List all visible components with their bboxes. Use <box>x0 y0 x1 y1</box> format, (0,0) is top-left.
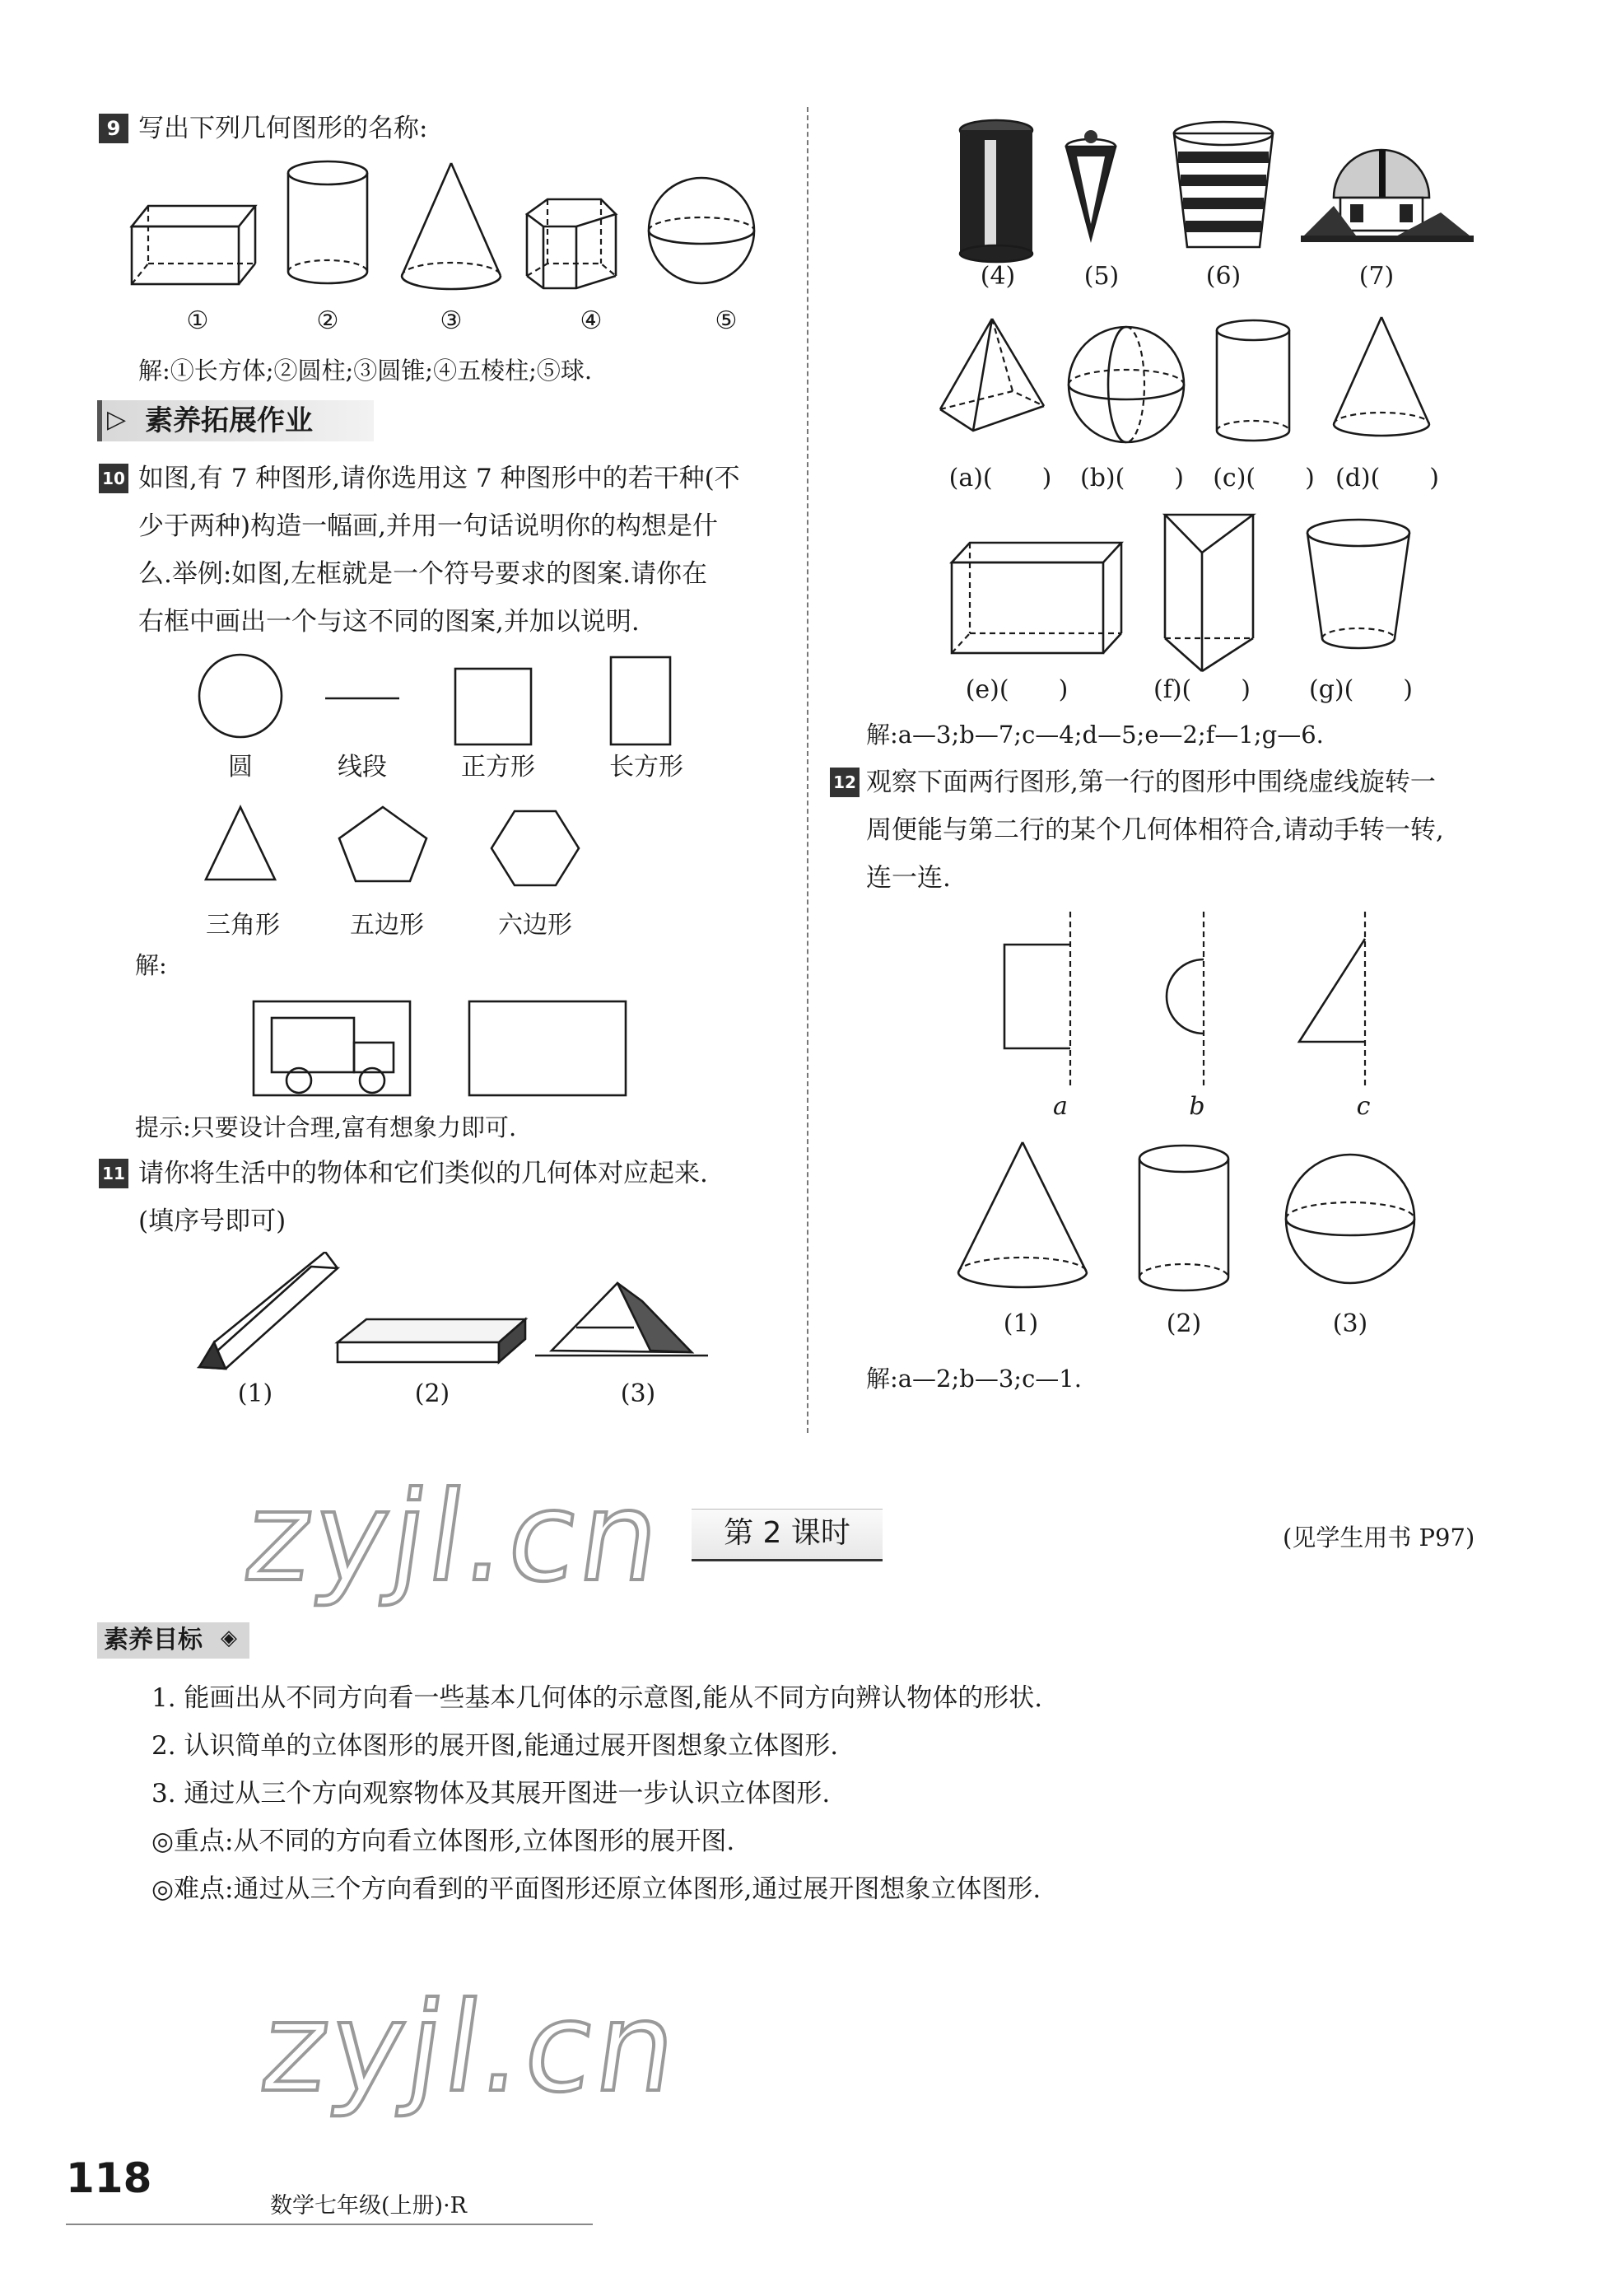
frustum-solid <box>1307 520 1409 648</box>
circle-shape <box>199 655 282 737</box>
book-title: 数学七年级(上册)·R <box>270 2193 467 2219</box>
rectangle-shape <box>611 657 670 744</box>
right-frame <box>469 1001 626 1095</box>
triangular-prism-solid <box>1165 515 1253 671</box>
q10-number: 10 <box>99 464 128 493</box>
column-divider <box>807 107 808 1433</box>
q12-line-3: 连一连. <box>866 863 951 893</box>
q11-question: 请你将生活中的物体和它们类似的几何体对应起来. <box>138 1159 708 1188</box>
goals-arrow-icon: ◈ <box>221 1626 237 1650</box>
goal-difficulty: ◎难点:通过从三个方向看到的平面图形还原立体图形,通过展开图想象立体图形. <box>151 1874 1041 1904</box>
triangular-ruler-object <box>199 1252 338 1369</box>
solid-label-2: (2) <box>1166 1309 1202 1338</box>
solid-label-f: (f)( ) <box>1153 675 1251 704</box>
q9-question: 写出下列几何图形的名称: <box>138 114 428 143</box>
solid-label-b: (b)( ) <box>1079 464 1185 492</box>
cylinder-figure <box>288 161 367 283</box>
sphere-solid <box>1069 327 1184 442</box>
q11-objects-right <box>947 115 1482 264</box>
label-circle: 圆 <box>228 753 253 782</box>
truck-drawing <box>272 1018 394 1093</box>
q12-answer: 解:a—2;b—3;c—1. <box>866 1365 1082 1393</box>
q11-answer: 解:a—3;b—7;c—4;d—5;e—2;f—1;g—6. <box>866 721 1324 749</box>
label-triangle: 三角形 <box>206 911 280 940</box>
semicircle-figure-b <box>1167 912 1204 1087</box>
rectangle-figure-a <box>1004 912 1070 1087</box>
cup-object <box>1174 122 1273 247</box>
goals-title: 素养目标 <box>104 1626 203 1654</box>
q12-number: 12 <box>830 768 860 797</box>
object-label-5: (5) <box>1083 262 1120 291</box>
q9-label-1: ① <box>186 306 209 335</box>
pentagonal-prism-figure <box>527 199 616 288</box>
q10-solve: 解: <box>135 951 167 979</box>
observatory-object <box>1301 150 1474 242</box>
object-label-2: (2) <box>414 1379 450 1408</box>
q12-solids <box>947 1132 1441 1305</box>
q10-line-2: 少于两种)构造一幅画,并用一句话说明你的构想是什 <box>138 511 718 541</box>
q9-label-5: ⑤ <box>715 306 738 335</box>
object-label-7: (7) <box>1358 262 1395 291</box>
ice-cream-cone-object <box>1066 130 1116 239</box>
q10-line-1: 如图,有 7 种图形,请你选用这 7 种图形中的若干种(不 <box>138 464 740 493</box>
triangle-shape <box>206 807 275 880</box>
section-title: 素养拓展作业 <box>145 404 313 437</box>
footer-rule <box>66 2224 593 2225</box>
solid-label-a: (a)( ) <box>948 464 1052 492</box>
hexagon-shape <box>492 811 579 885</box>
solid-label-c: (c)( ) <box>1213 464 1315 492</box>
goal-item-3: 3. 通过从三个方向观察物体及其展开图进一步认识立体图形. <box>151 1779 831 1808</box>
plane-label-c: c <box>1356 1092 1371 1121</box>
goal-focus: ◎重点:从不同的方向看立体图形,立体图形的展开图. <box>151 1827 735 1856</box>
goals-heading <box>97 1622 249 1659</box>
sphere-solid-3 <box>1286 1155 1414 1283</box>
q9-answer: 解:①长方体;②圆柱;③圆锥;④五棱柱;⑤球. <box>138 357 593 385</box>
q11-sub: (填序号即可) <box>138 1206 287 1236</box>
q9-number: 9 <box>99 114 128 143</box>
plane-label-b: b <box>1189 1092 1205 1121</box>
q9-label-4: ④ <box>580 306 603 335</box>
solid-label-d: (d)( ) <box>1335 464 1440 492</box>
cylinder-solid <box>1217 320 1289 441</box>
pyramid-solid <box>940 319 1044 431</box>
object-label-4: (4) <box>980 262 1016 291</box>
cone-solid-1 <box>958 1142 1087 1287</box>
q9-label-2: ② <box>316 306 339 335</box>
q10-shapes <box>189 651 700 931</box>
object-label-3: (3) <box>620 1379 656 1408</box>
label-hexagon: 六边形 <box>498 911 572 940</box>
q11-number: 11 <box>99 1159 128 1188</box>
lesson-title: 第 2 课时 <box>724 1516 850 1550</box>
q9-label-3: ③ <box>440 306 463 335</box>
plane-label-a: a <box>1053 1092 1068 1121</box>
object-label-6: (6) <box>1205 262 1242 291</box>
triangle-figure-c <box>1299 912 1365 1087</box>
page-number: 118 <box>66 2154 152 2202</box>
solid-label-e: (e)( ) <box>965 675 1069 704</box>
cone-solid <box>1334 317 1429 436</box>
goal-item-1: 1. 能画出从不同方向看一些基本几何体的示意图,能从不同方向辨认物体的形状. <box>151 1683 1043 1713</box>
q12-line-1: 观察下面两行图形,第一行的图形中围绕虚线旋转一 <box>866 768 1436 797</box>
q11-solids-row1 <box>930 309 1441 453</box>
left-frame <box>254 1001 410 1095</box>
solid-label-1: (1) <box>1003 1309 1039 1338</box>
brick-object <box>338 1319 525 1362</box>
can-object <box>960 120 1032 262</box>
cylinder-solid-2 <box>1139 1146 1228 1290</box>
watermark-bottom: zyjl.cn <box>253 1976 689 2120</box>
watermark-top: zyjl.cn <box>236 1466 673 1609</box>
q10-hint: 提示:只要设计合理,富有想象力即可. <box>135 1113 517 1141</box>
label-pentagon: 五边形 <box>350 911 424 940</box>
square-shape <box>455 669 531 744</box>
cuboid-solid <box>952 543 1121 653</box>
label-square: 正方形 <box>461 753 535 782</box>
goal-item-2: 2. 认识简单的立体图形的展开图,能通过展开图想象立体图形. <box>151 1731 839 1761</box>
q10-line-4: 右框中画出一个与这不同的图案,并加以说明. <box>138 607 640 637</box>
section-heading <box>97 400 374 441</box>
object-label-1: (1) <box>237 1379 273 1408</box>
q12-line-2: 周便能与第二行的某个几何体相符合,请动手转一转, <box>866 815 1444 845</box>
pyramid-object <box>535 1283 708 1356</box>
q11-objects-left <box>189 1252 724 1375</box>
q12-plane-figures <box>988 902 1400 1091</box>
lesson-title-box <box>692 1509 883 1561</box>
label-segment: 线段 <box>338 753 387 782</box>
q10-answer-frames <box>247 996 642 1104</box>
lesson-reference: (见学生用书 P97) <box>1283 1524 1475 1552</box>
q10-line-3: 么.举例:如图,左框就是一个符号要求的图案.请你在 <box>138 559 708 589</box>
pentagon-shape <box>339 807 426 881</box>
sphere-figure <box>649 178 754 283</box>
solid-label-3: (3) <box>1332 1309 1368 1338</box>
solid-label-g: (g)( ) <box>1308 675 1414 704</box>
cone-figure <box>402 163 501 289</box>
section-arrow-icon: ▷ <box>107 405 127 434</box>
cuboid-figure <box>132 206 255 284</box>
q11-solids-row2 <box>939 506 1433 675</box>
label-rectangle: 长方形 <box>609 753 683 782</box>
